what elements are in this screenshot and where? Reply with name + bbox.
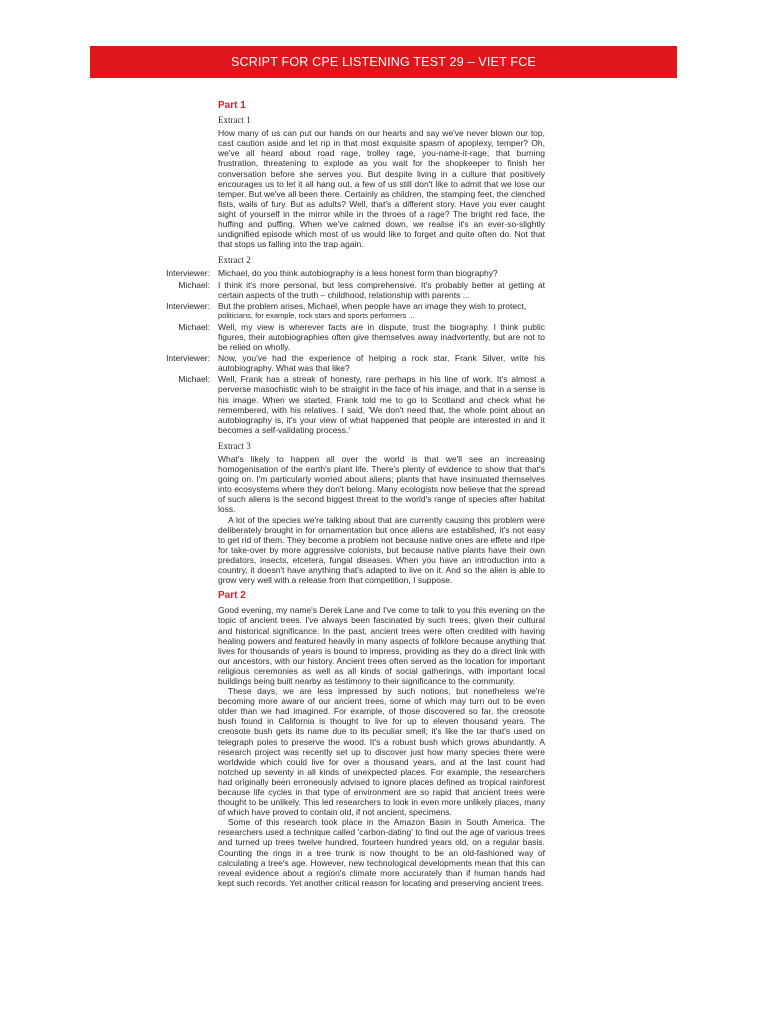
line-text: But the problem arises, Michael, when people have an image they wish to protect,	[218, 300, 527, 311]
line-text-wrap	[218, 301, 545, 321]
extract3-paragraph: What's likely to happen all over the world is that we'll see an increasing homogenisation of the earth's plant life. There's plenty of evidence to show that that's going on. I'm particularly worried about aliens; plants that have insinuated themselves into ecosystems where they don't belong. Many ecologists now believe that the spread of such aliens is the second biggest threat to the world's range of species after habitat loss.	[218, 454, 545, 515]
line-text: Well, my view is wherever facts are in dispute, trust the biography. I think public figures, their autobiographies often give themselves away inadvertently, but are not to be relied on wholly.	[218, 321, 545, 353]
extract1-text: How many of us can put our hands on our hearts and say we've never blown our top, cast caution aside and let rip in that most exquisite spasm of apoplexy, temper? Oh, we've all heard about road rage, trolley rage, you-name-it-rage; that burning frustration, threatening to explode as you wait for the shopkeeper to finish her conversation before she serves you. But despite living in a culture that positively encourages us to let it all hang out, a few of us still don't like to admit that we lose our temper. But we've all been there. Certainly as children, the stamping feet, the clenched fists, wails of fury. But as adults? Well, that's a different story. Have you ever caught sight of yourself in the mirror while in the throes of a rage? The bright red face, the huffing and puffing. When we've calmed down, we realise it's an ever-so-slightly undignified episode which most of us would like to forget and quite often do. Not that that stops us falling into the trap again.	[218, 128, 545, 250]
extract1-label: Extract 1	[218, 115, 251, 126]
part1-heading: Part 1	[218, 100, 246, 111]
part2-heading: Part 2	[218, 590, 246, 602]
part2-paragraph: Some of this research took place in the Amazon Basin in South America. The researchers used a technique called 'carbon-dating' to find out the age of various trees and turned up trees twelve hundred, fourteen hundred years old, on a regular basis. Counting the rings in a tree trunk is now thought to be an old-fashioned way of calculating a tree's age. However, new technological developments mean that this can reveal evidence about a region's climate more accurately than if human hands had kept such records. Yet another critical reason for locating and preserving ancient trees.	[218, 817, 545, 888]
page-banner: SCRIPT FOR CPE LISTENING TEST 29 – VIET FCE	[90, 46, 677, 78]
speaker: Michael:	[178, 374, 210, 385]
line-text: Now, you've had the experience of helping a rock star, Frank Silver, write his autobiography. What was that like?	[218, 353, 545, 374]
dialogue-line	[160, 301, 545, 321]
dialogue-line	[160, 353, 545, 373]
dialogue-line	[160, 268, 545, 278]
script-document	[160, 101, 545, 894]
extract3-label: Extract 3	[218, 440, 251, 451]
extract2-dialogue	[160, 268, 545, 435]
line-text-small: politicians, for example, rock stars and sports performers ...	[218, 310, 415, 320]
dialogue-line	[160, 374, 545, 435]
part2-paragraph: These days, we are less impressed by such notions, but nonetheless we're becoming more aware of our ancient trees, some of which may turn out to be even older than we had imagined. For example, of those discovered so far, the creosote bush found in California is thought to live for up to eleven thousand years. The creosote bush gets its name due to its peculiar smell; it's like the tar that's used on telegraph poles to preserve the wood. It's a robust bush which grows abundantly. A research project was recently set up to discover just how many species there were worldwide which could live for over a thousand years, and at the last count had notched up seventy in all kinds of unexpected places. For example, the researchers had originally been erroneously advised to ignore places defined as tropical rainforest because life cycles in that type of environment are so rapid that ancient trees were thought to be unlikely. This led researchers to look in even more unlikely places, many of which have proved to contain old, if not ancient, specimens.	[218, 686, 545, 818]
extract3-paragraph: A lot of the species we're talking about that are currently causing this problem were deliberately brought in for ornamentation but once aliens are established, it's not easy to get rid of them. They become a problem not because native ones are effete and ripe for take-over by more aggressive colonists, but because native plants have their own predators, insects, etcetera, fungal diseases. When you have an introduction into a country, it doesn't have anything that's adapted to live on it. And so the alien is able to grow very well with a release from that competition, I suppose.	[218, 514, 545, 586]
extract2-label: Extract 2	[218, 255, 251, 266]
line-text: Michael, do you think autobiography is a less honest form than biography?	[218, 268, 498, 279]
speaker: Interviewer:	[166, 300, 210, 311]
speaker: Interviewer:	[166, 353, 210, 364]
speaker: Interviewer:	[166, 268, 210, 279]
line-text: I think it's more personal, but less comprehensive. It's probably better at getting at certain aspects of the truth – childhood, relationship with parents ...	[218, 279, 545, 300]
speaker: Michael:	[178, 279, 210, 290]
dialogue-line	[160, 322, 545, 352]
dialogue-line	[160, 280, 545, 300]
part2-paragraph: Good evening, my name's Derek Lane and I've come to talk to you this evening on the topic of ancient trees. I've always been fascinated by such trees, given their cultural and historical significance. In the past, ancient trees were often credited with having healing powers and featured heavily in many aspects of folklore because anything that lives for thousands of years is bound to impress, providing as they do a direct link with our ancestors, with our history. Ancient trees often served as the location for important religious ceremonies as well as all kinds of social gatherings, with important local buildings being built nearby as testimony to their significance to the community.	[218, 605, 545, 686]
speaker: Michael:	[178, 321, 210, 332]
line-text: Well, Frank has a streak of honesty, rare perhaps in his line of work. It's almost a perverse masochistic wish to be straight in the face of his image, and that in a sense is his image. When we started, Frank told me to go to Scotland and check what he remembered, with his relatives. I said, 'We don't need that, the whole point about an autobiography is, it's your view of what happened that people are interested in and it becomes a self-validating process.'	[218, 374, 545, 435]
